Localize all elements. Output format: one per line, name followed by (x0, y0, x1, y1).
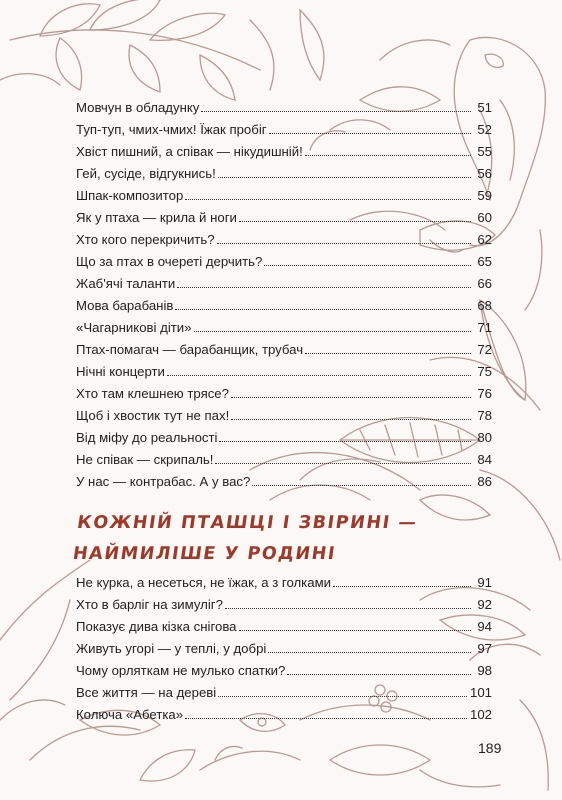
toc-entry[interactable] (76, 357, 492, 379)
toc-entry-title: Не курка, а несеться, не їжак, а з голками (76, 575, 332, 590)
toc-entry[interactable] (76, 203, 492, 225)
toc-entry-page: 84 (477, 452, 492, 467)
toc-entry-page: 56 (477, 166, 492, 181)
dot-leader (231, 419, 471, 420)
dot-leader (239, 630, 471, 631)
toc-entry[interactable] (76, 225, 492, 247)
toc-entry[interactable] (76, 634, 492, 656)
toc-entry-title: Не співак — скрипаль! (76, 452, 214, 467)
toc-entry[interactable] (76, 137, 492, 159)
toc-entry[interactable] (76, 612, 492, 634)
toc-section-2 (76, 568, 492, 722)
toc-entry[interactable] (76, 335, 492, 357)
toc-entry-page: 66 (477, 276, 492, 291)
toc-entry-title: Хто в барліг на зимуліг? (76, 597, 223, 612)
leaf-branch-icon (0, 0, 324, 100)
dot-leader (269, 133, 471, 134)
dot-leader (333, 586, 471, 587)
toc-entry-title: Показує дива кізка снігова (76, 619, 237, 634)
toc-entry-page: 52 (477, 122, 492, 137)
dot-leader (218, 696, 467, 697)
toc-entry-page: 78 (477, 408, 492, 423)
toc-entry-title: У нас — контрабас. А у вас? (76, 474, 251, 489)
toc-entry-page: 102 (469, 707, 492, 722)
dot-leader (201, 111, 471, 112)
toc-entry[interactable] (76, 181, 492, 203)
toc-entry-title: Гей, сусіде, відгукнись! (76, 166, 216, 181)
dot-leader (215, 463, 471, 464)
dot-leader (264, 265, 471, 266)
page-number: 189 (478, 740, 502, 756)
toc-entry-page: 86 (477, 474, 492, 489)
dot-leader (252, 485, 471, 486)
dot-leader (305, 353, 471, 354)
toc-entry-page: 59 (477, 188, 492, 203)
toc-entry-page: 72 (477, 342, 492, 357)
toc-entry-page: 98 (477, 663, 492, 678)
toc-entry-title: Туп-туп, чмих-чмих! Їжак пробіг (76, 122, 267, 137)
toc-entry[interactable] (76, 247, 492, 269)
toc-entry-title: Шпак-композитор (76, 188, 184, 203)
toc-entry-title: Хто кого перекричить? (76, 232, 215, 247)
toc-entry[interactable] (76, 269, 492, 291)
toc-entry-title: Чому орляткам не мулько спатки? (76, 663, 286, 678)
dot-leader (175, 309, 471, 310)
dot-leader (217, 243, 471, 244)
toc-entry-page: 51 (477, 100, 492, 115)
dot-leader (185, 199, 471, 200)
dot-leader (185, 718, 467, 719)
toc-entry-title: Хвіст пишний, а співак — нікудишній! (76, 144, 303, 159)
toc-entry-title: Мова барабанів (76, 298, 174, 313)
toc-entry-page: 60 (477, 210, 492, 225)
toc-entry-page: 94 (477, 619, 492, 634)
toc-entry[interactable] (76, 656, 492, 678)
dot-leader (167, 375, 471, 376)
dot-leader (225, 608, 471, 609)
toc-entry-page: 71 (477, 320, 492, 335)
dot-leader (194, 331, 471, 332)
toc-entry[interactable] (76, 313, 492, 335)
dot-leader (239, 221, 471, 222)
toc-entry[interactable] (76, 115, 492, 137)
toc-entry-page: 62 (477, 232, 492, 247)
dot-leader (268, 652, 471, 653)
toc-entry-title: Як у птаха — крила й ноги (76, 210, 237, 225)
toc-entry-page: 97 (477, 641, 492, 656)
toc-section-1 (76, 93, 492, 489)
dot-leader (305, 155, 471, 156)
dot-leader (287, 674, 471, 675)
toc-entry-page: 101 (469, 685, 492, 700)
toc-entry[interactable] (76, 93, 492, 115)
dot-leader (218, 177, 471, 178)
toc-entry-title: Птах-помагач — барабанщик, трубач (76, 342, 304, 357)
section-heading-line-1: КОЖНІЙ ПТАШЦІ І ЗВІРИНІ — (75, 513, 419, 533)
toc-entry-title: Що за птах в очереті дерчить? (76, 254, 263, 269)
toc-entry-title: Все життя — на дереві (76, 685, 217, 700)
toc-entry[interactable] (76, 379, 492, 401)
toc-entry[interactable] (76, 590, 492, 612)
toc-entry-title: Живуть угорі — у теплі, у добрі (76, 641, 267, 656)
toc-entry-title: Мовчун в обладунку (76, 100, 200, 115)
toc-entry-page: 68 (477, 298, 492, 313)
toc-entry-title: Щоб і хвостик тут не пах! (76, 408, 230, 423)
dot-leader (231, 397, 471, 398)
toc-entry[interactable] (76, 678, 492, 700)
toc-entry-title: Від міфу до реальності (76, 430, 218, 445)
toc-entry[interactable] (76, 568, 492, 590)
dot-leader (177, 287, 471, 288)
toc-entry-page: 76 (477, 386, 492, 401)
toc-entry[interactable] (76, 423, 492, 445)
toc-entry-title: «Чагарникові діти» (76, 320, 192, 335)
toc-entry[interactable] (76, 445, 492, 467)
toc-entry-title: Нічні концерти (76, 364, 165, 379)
section-heading (71, 508, 520, 570)
toc-entry-page: 92 (477, 597, 492, 612)
dot-leader (219, 441, 471, 442)
toc-entry[interactable] (76, 700, 492, 722)
toc-entry-title: Колюча «Абетка» (76, 707, 184, 722)
toc-entry-title: Хто там клешнею трясе? (76, 386, 229, 401)
toc-entry-title: Жаб'ячі таланти (76, 276, 176, 291)
toc-entry[interactable] (76, 401, 492, 423)
toc-entry-page: 75 (477, 364, 492, 379)
toc-entry-page: 80 (477, 430, 492, 445)
toc-entry-page: 65 (477, 254, 492, 269)
toc-entry-page: 91 (477, 575, 492, 590)
toc-entry[interactable] (76, 291, 492, 313)
toc-entry-page: 55 (477, 144, 492, 159)
toc-entry[interactable] (76, 467, 492, 489)
section-heading-line-2: НАЙМИЛІШЕ У РОДИНІ (71, 544, 338, 564)
toc-entry[interactable] (76, 159, 492, 181)
